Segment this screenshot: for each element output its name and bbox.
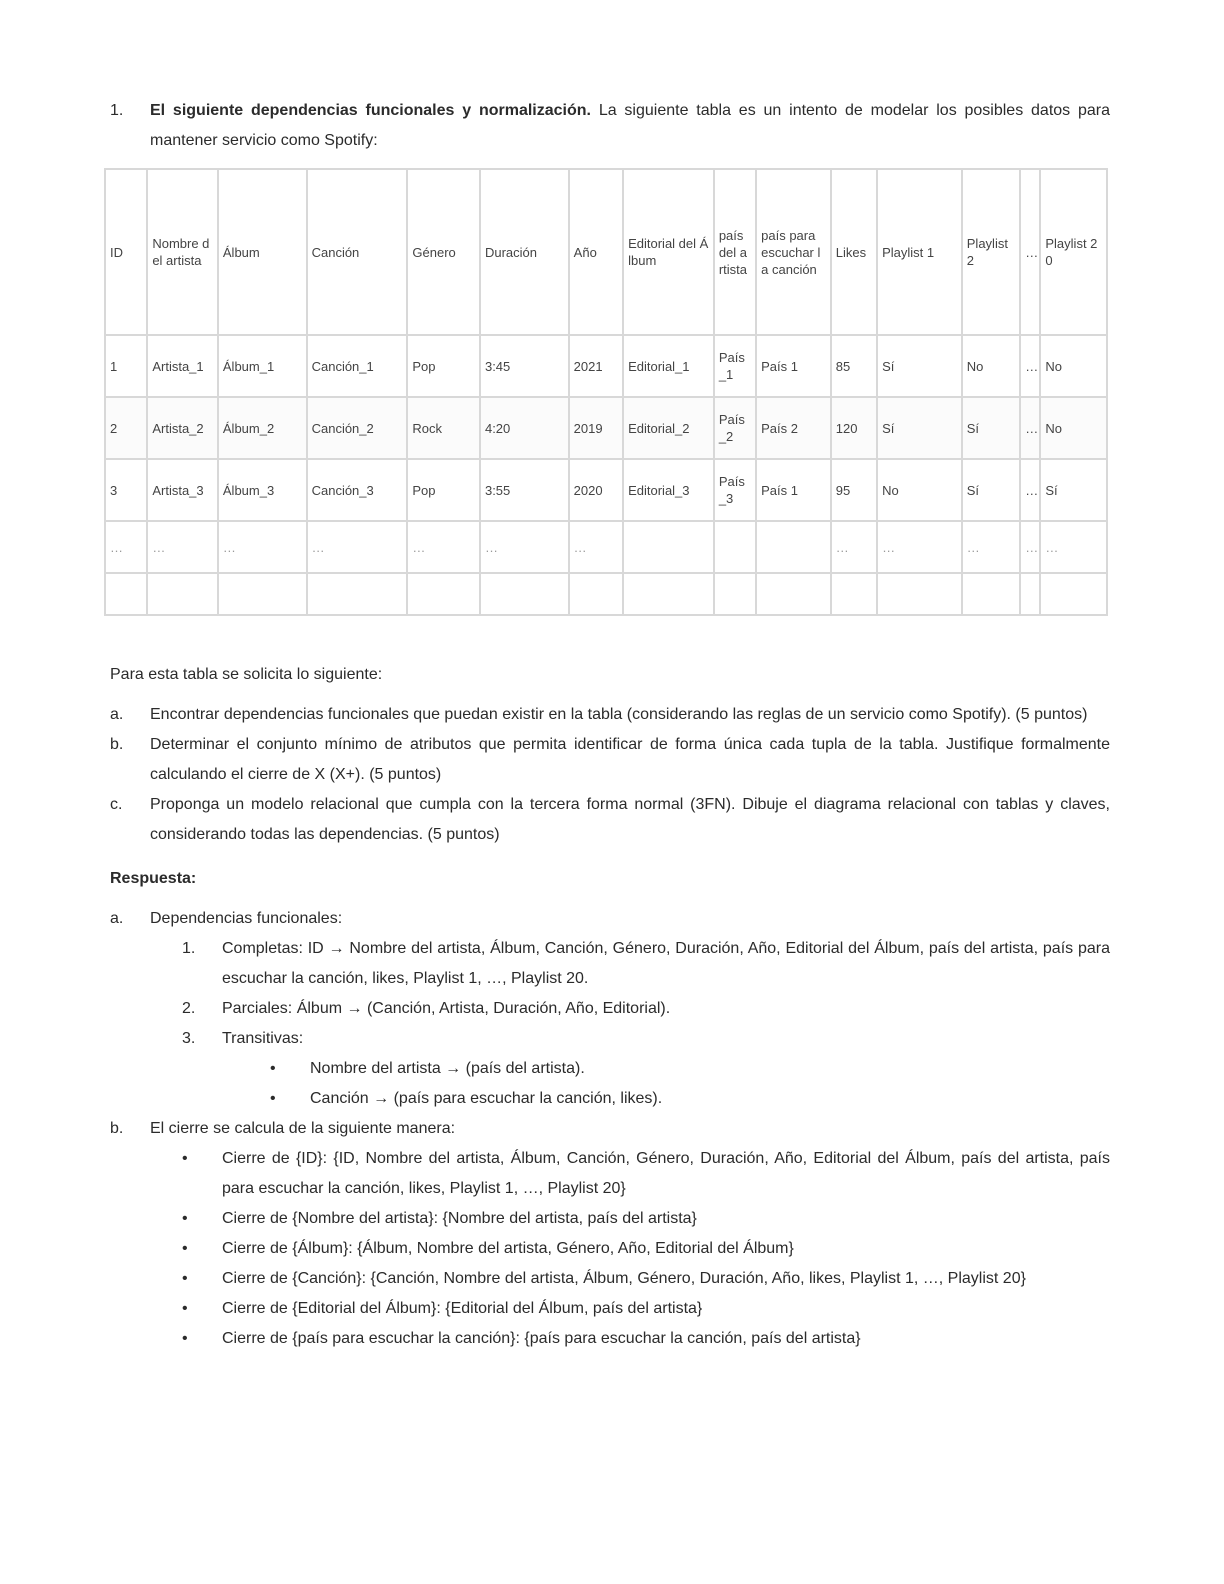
table-cell: Artista_1 <box>147 335 218 397</box>
table-cell: 85 <box>831 335 877 397</box>
table-cell: Editorial_2 <box>623 397 714 459</box>
table-cell: … <box>1020 459 1040 521</box>
table-header-cell: Nombre del artista <box>147 169 218 335</box>
answer-b-item <box>182 1204 1110 1234</box>
list-text: Cierre de {Álbum}: {Álbum, Nombre del artista, Género, Año, Editorial del Álbum} <box>222 1240 794 1257</box>
list-marker: • <box>182 1330 188 1347</box>
table-cell: País_1 <box>714 335 756 397</box>
task-lead: Para esta tabla se solicita lo siguiente: <box>110 666 383 683</box>
table-header-cell: Likes <box>831 169 877 335</box>
table-cell: 2021 <box>569 335 623 397</box>
list-text: Nombre del artista → (país del artista). <box>310 1060 585 1077</box>
table-cell: Pop <box>407 459 480 521</box>
table-cell: 95 <box>831 459 877 521</box>
table-cell: No <box>877 459 962 521</box>
table-cell <box>407 573 480 615</box>
table-cell: Sí <box>962 459 1020 521</box>
table-cell: Editorial_3 <box>623 459 714 521</box>
answer-title: Respuesta: <box>110 870 197 887</box>
table-header-cell: ID <box>105 169 147 335</box>
answer-b <box>110 1114 1110 1144</box>
table-header-cell: país para escuchar la canción <box>756 169 831 335</box>
table-cell: … <box>105 521 147 573</box>
table-cell: 3:55 <box>480 459 569 521</box>
task-item <box>110 790 1110 850</box>
answer-a-item <box>182 1024 1110 1054</box>
answer-a <box>110 904 1110 934</box>
table-header-cell: Playlist 20 <box>1040 169 1107 335</box>
table-cell: … <box>877 521 962 573</box>
table-header-cell: país del artista <box>714 169 756 335</box>
table-cell <box>480 573 569 615</box>
list-marker: 1. <box>182 940 196 957</box>
table-cell <box>714 573 756 615</box>
table-cell: Sí <box>962 397 1020 459</box>
table-cell: 2020 <box>569 459 623 521</box>
questions-section <box>110 660 1110 1354</box>
table-cell: Rock <box>407 397 480 459</box>
intro-paragraph <box>110 96 1110 156</box>
table-cell: 3:45 <box>480 335 569 397</box>
spotify-table <box>104 168 1108 616</box>
table-cell: Editorial_1 <box>623 335 714 397</box>
table-header-cell: Género <box>407 169 480 335</box>
table-cell: No <box>962 335 1020 397</box>
table-cell: Canción_3 <box>307 459 408 521</box>
list-marker: c. <box>110 796 123 813</box>
table-cell <box>147 573 218 615</box>
table-cell <box>623 521 714 573</box>
list-text: Determinar el conjunto mínimo de atributos que permita identificar de forma única cada tupla de la tabla. Justifique formalmente calculando el cierre de X (X+). (5 puntos) <box>150 736 1110 783</box>
intro-title: El siguiente dependencias funcionales y normalización. <box>150 102 591 119</box>
table-cell: País 1 <box>756 335 831 397</box>
table-header-cell: Duración <box>480 169 569 335</box>
table-cell: Álbum_1 <box>218 335 307 397</box>
table-header-cell: Año <box>569 169 623 335</box>
answer-a-items <box>110 934 1110 1054</box>
answer-b-item <box>182 1264 1110 1294</box>
table-header-cell: Playlist 1 <box>877 169 962 335</box>
table-cell: Canción_2 <box>307 397 408 459</box>
table-cell: … <box>1020 397 1040 459</box>
list-marker: 3. <box>182 1030 196 1047</box>
answer-a-subitems <box>110 1054 1110 1114</box>
table-cell: Artista_3 <box>147 459 218 521</box>
table-cell <box>569 573 623 615</box>
list-text: Transitivas: <box>222 1030 304 1047</box>
table-header-row <box>105 169 1107 335</box>
list-text: Cierre de {Canción}: {Canción, Nombre del artista, Álbum, Género, Duración, Año, likes, Playlist 1, …, Playlist 20} <box>222 1270 1026 1287</box>
list-marker: • <box>182 1300 188 1317</box>
table-cell: 2019 <box>569 397 623 459</box>
table-cell: Artista_2 <box>147 397 218 459</box>
answer-a-item <box>182 934 1110 994</box>
table-cell: … <box>1020 335 1040 397</box>
table-cell <box>756 521 831 573</box>
table-cell: 3 <box>105 459 147 521</box>
table-cell: … <box>407 521 480 573</box>
task-list <box>110 700 1110 850</box>
list-text: Canción → (país para escuchar la canción, likes). <box>310 1090 663 1107</box>
answer-a-marker: a. <box>110 910 124 927</box>
table-cell: 4:20 <box>480 397 569 459</box>
list-marker: • <box>270 1090 276 1107</box>
list-marker: • <box>182 1240 188 1257</box>
table-cell <box>831 573 877 615</box>
table-cell <box>218 573 307 615</box>
table-header-cell: Playlist 2 <box>962 169 1020 335</box>
table-cell <box>877 573 962 615</box>
table-cell: … <box>218 521 307 573</box>
table-cell <box>1040 573 1107 615</box>
table-empty-row <box>105 573 1107 615</box>
table-row <box>105 397 1107 459</box>
table-row <box>105 335 1107 397</box>
table-cell: … <box>1020 521 1040 573</box>
table-cell: No <box>1040 397 1107 459</box>
list-text: Completas: ID → Nombre del artista, Álbum, Canción, Género, Duración, Año, Editorial del Álbum, país del artista, país para escuchar la canción, likes, Playlist 1, …, Playlist 20. <box>222 940 1110 987</box>
list-text: Cierre de {Editorial del Álbum}: {Editorial del Álbum, país del artista} <box>222 1300 703 1317</box>
list-text: Cierre de {ID}: {ID, Nombre del artista, Álbum, Canción, Género, Duración, Año, Editorial del Álbum, país del artista, país para escuchar la canción, likes, Playlist 1, …, Playlist 20} <box>222 1150 1110 1197</box>
table-cell: Pop <box>407 335 480 397</box>
table-cell: … <box>307 521 408 573</box>
table-cell: País_2 <box>714 397 756 459</box>
table-cell <box>962 573 1020 615</box>
table-cell: Álbum_3 <box>218 459 307 521</box>
table-cell: … <box>147 521 218 573</box>
table-cell: 2 <box>105 397 147 459</box>
task-item <box>110 730 1110 790</box>
table-cell: No <box>1040 335 1107 397</box>
list-marker: • <box>182 1150 188 1167</box>
table-cell <box>105 573 147 615</box>
table-cell: Sí <box>877 335 962 397</box>
table-header-cell: Álbum <box>218 169 307 335</box>
table-cell: … <box>1040 521 1107 573</box>
table-cell: … <box>569 521 623 573</box>
answer-b-items <box>110 1144 1110 1354</box>
table-row <box>105 459 1107 521</box>
answer-b-marker: b. <box>110 1120 124 1137</box>
list-marker: • <box>270 1060 276 1077</box>
table-cell: País 1 <box>756 459 831 521</box>
list-text: Cierre de {Nombre del artista}: {Nombre del artista, país del artista} <box>222 1210 697 1227</box>
table-header-cell: Canción <box>307 169 408 335</box>
answer-a-label: Dependencias funcionales: <box>150 910 343 927</box>
table-cell: … <box>962 521 1020 573</box>
table-header-cell: … <box>1020 169 1040 335</box>
table-cell: … <box>480 521 569 573</box>
list-marker: a. <box>110 706 124 723</box>
list-marker: b. <box>110 736 124 753</box>
table-cell: 120 <box>831 397 877 459</box>
list-marker: 2. <box>182 1000 196 1017</box>
answer-a-subitem <box>270 1054 1110 1084</box>
answer-b-item <box>182 1324 1110 1354</box>
list-text: Encontrar dependencias funcionales que puedan existir en la tabla (considerando las reglas de un servicio como Spotify). (5 puntos) <box>150 706 1088 723</box>
table-header-cell: Editorial del Álbum <box>623 169 714 335</box>
answer-a-subitem <box>270 1084 1110 1114</box>
table-cell <box>756 573 831 615</box>
table-cell: Sí <box>877 397 962 459</box>
table-cell: Canción_1 <box>307 335 408 397</box>
list-text: Proponga un modelo relacional que cumpla con la tercera forma normal (3FN). Dibuje el diagrama relacional con tablas y claves, considerando todas las dependencias. (5 puntos) <box>150 796 1110 843</box>
table-cell <box>307 573 408 615</box>
answer-a-item <box>182 994 1110 1024</box>
answer-b-label: El cierre se calcula de la siguiente manera: <box>150 1120 456 1137</box>
list-marker: • <box>182 1210 188 1227</box>
table-cell: Sí <box>1040 459 1107 521</box>
table-cell: País_3 <box>714 459 756 521</box>
answer-b-item <box>182 1234 1110 1264</box>
intro-number: 1. <box>110 102 124 119</box>
list-text: Parciales: Álbum → (Canción, Artista, Duración, Año, Editorial). <box>222 1000 671 1017</box>
list-marker: • <box>182 1270 188 1287</box>
answer-b-item <box>182 1294 1110 1324</box>
table-cell: 1 <box>105 335 147 397</box>
task-item <box>110 700 1110 730</box>
table-ellipsis-row <box>105 521 1107 573</box>
table-cell <box>623 573 714 615</box>
table-cell <box>1020 573 1040 615</box>
table-cell: País 2 <box>756 397 831 459</box>
list-text: Cierre de {país para escuchar la canción}: {país para escuchar la canción, país del artista} <box>222 1330 861 1347</box>
table-cell <box>714 521 756 573</box>
table-cell: … <box>831 521 877 573</box>
intro-text: La siguiente tabla es un intento de modelar los posibles datos para mantener servicio como Spotify: <box>150 102 1111 149</box>
table-cell: Álbum_2 <box>218 397 307 459</box>
answer-b-item <box>182 1144 1110 1204</box>
